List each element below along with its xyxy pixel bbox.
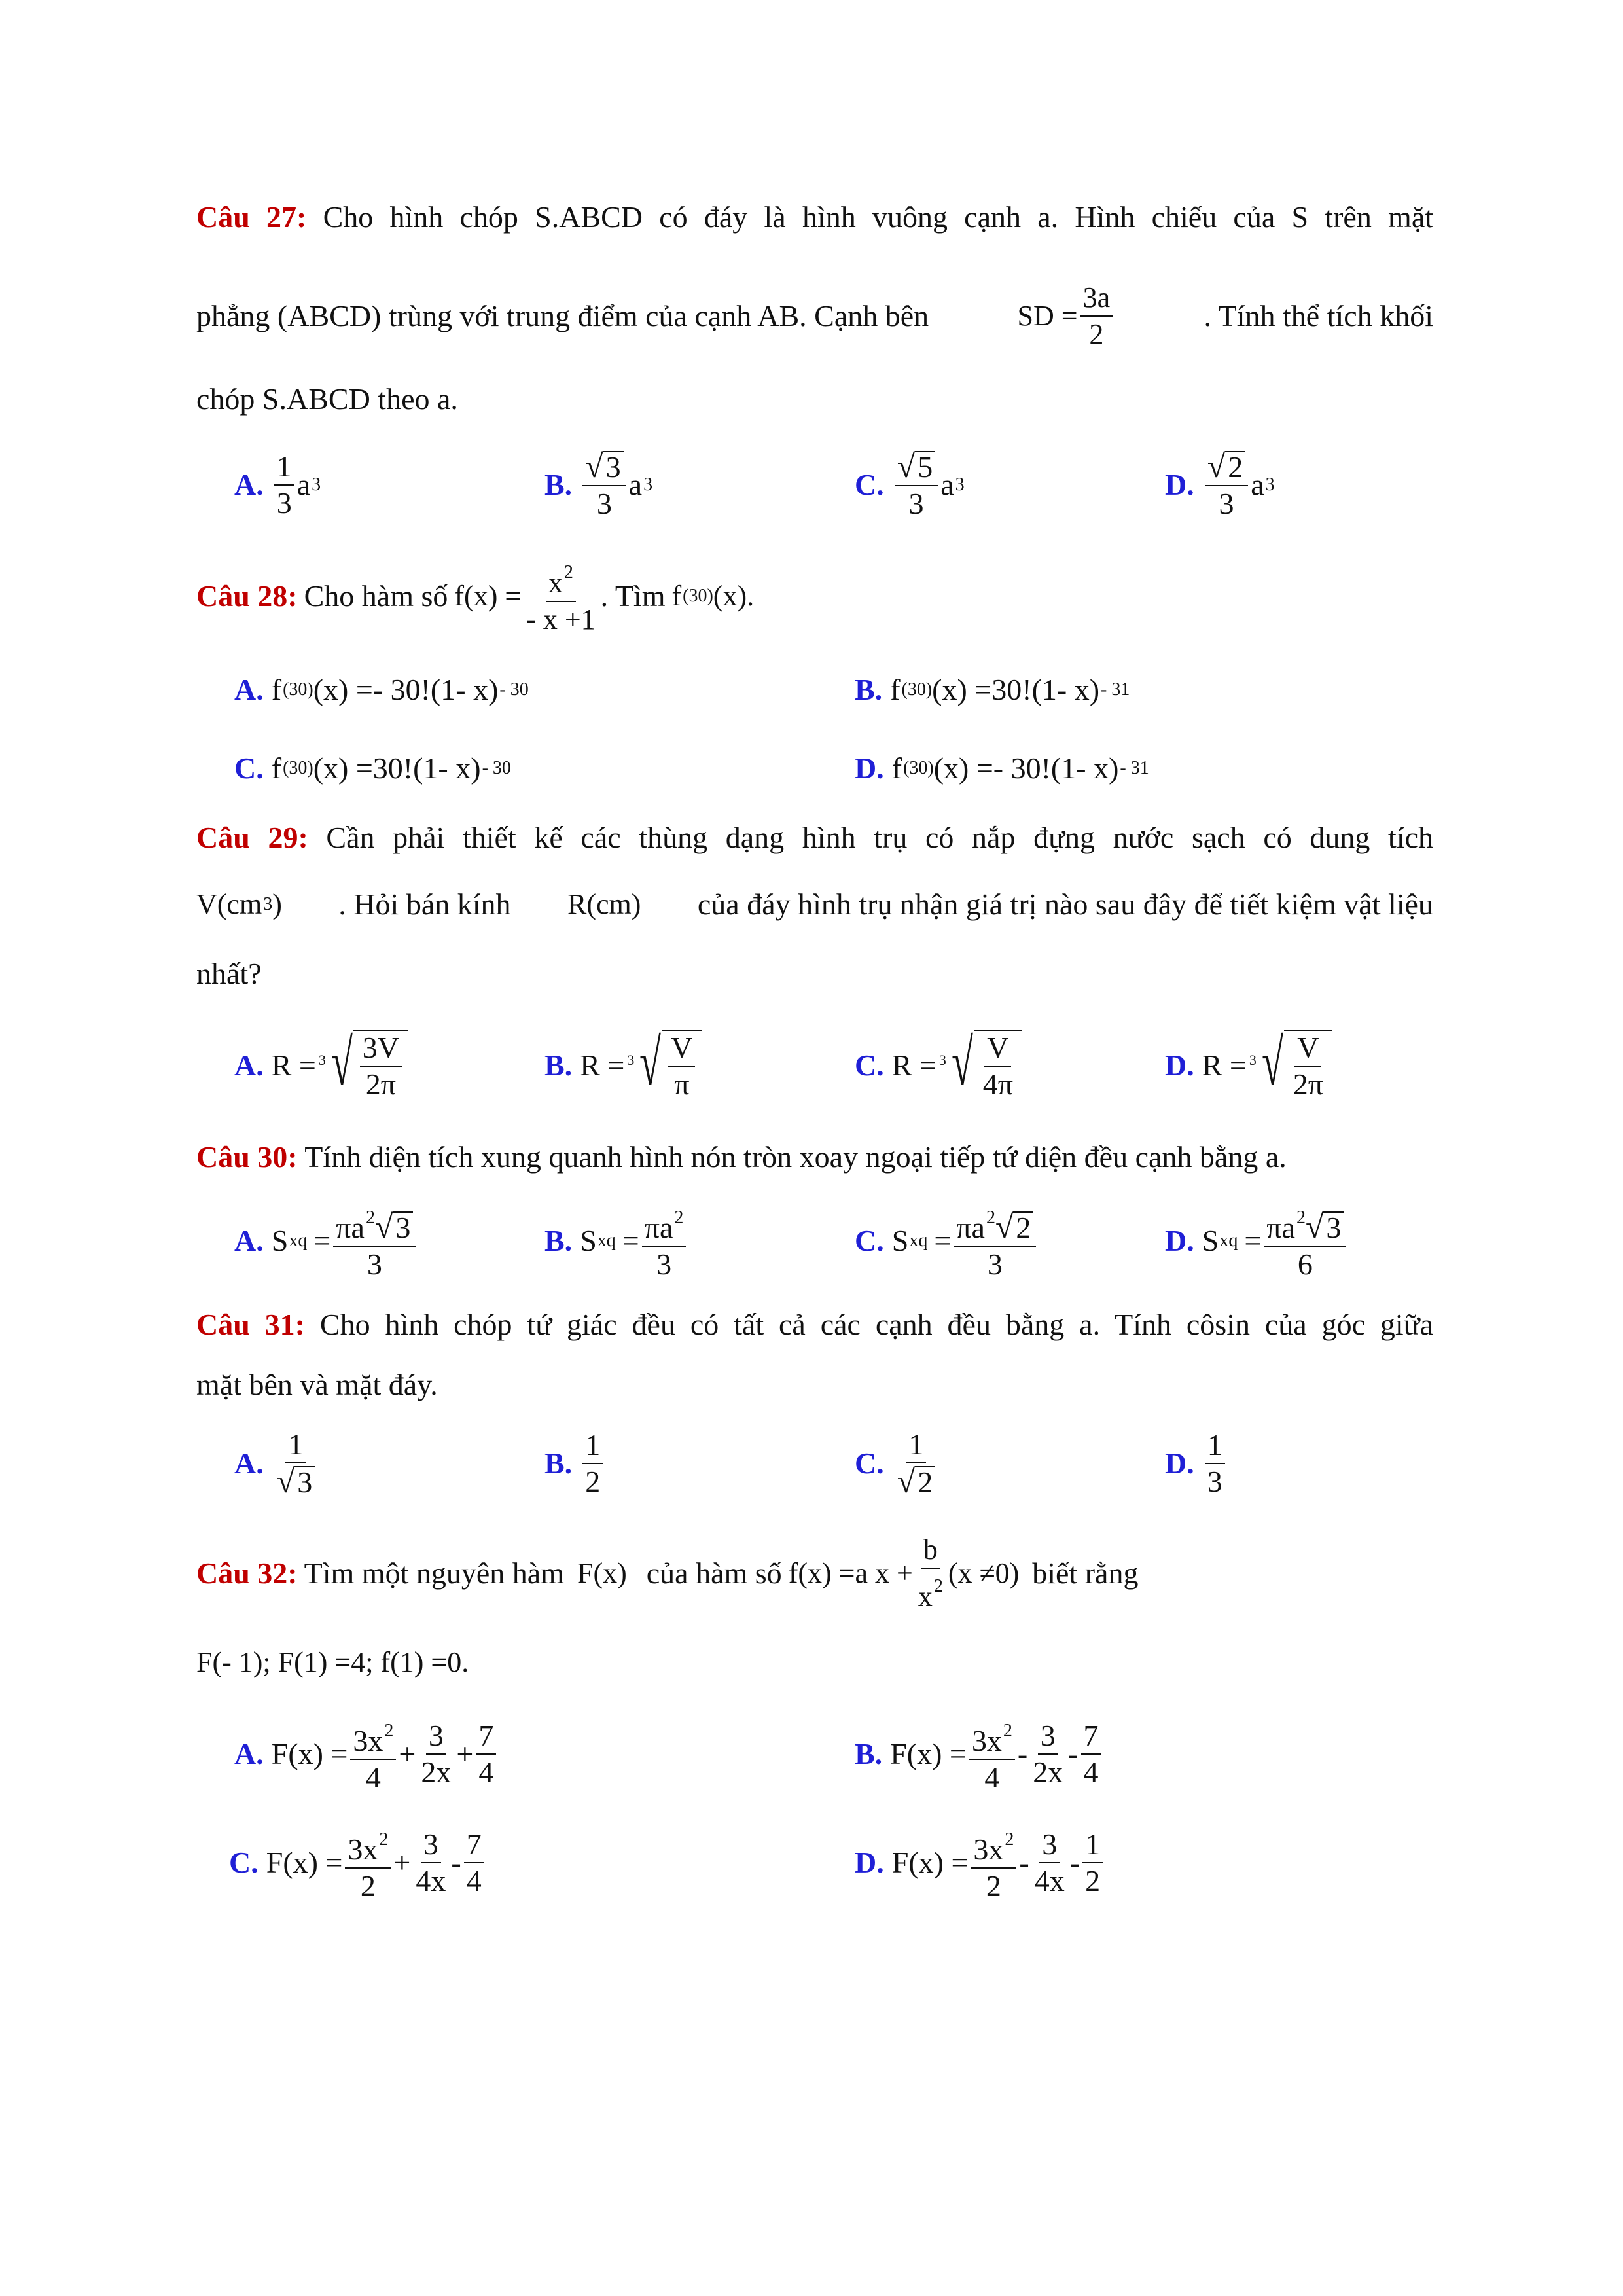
q27-a-exp: 3 [312,475,321,495]
q32-d-e1: 2 [1005,1829,1014,1850]
q32-text3: biết rằng [1032,1556,1139,1590]
q27-option-c[interactable] [855,449,965,521]
q30-a-s: S [271,1224,289,1257]
q30-a-num: πa [336,1210,365,1244]
q29-option-a[interactable] [234,1026,408,1105]
q31-b-den: 2 [585,1465,601,1498]
q32-c-lhs: F(x) = [266,1846,343,1879]
q29-line3 [196,954,1433,994]
q28-option-a[interactable] [234,670,529,709]
q31-c-fraction [895,1428,938,1499]
q30-c-s: S [891,1224,909,1257]
q32-fx: f(x) =a x + [788,1557,913,1589]
q30-d-fraction [1264,1202,1346,1281]
q27-sd-lhs: SD = [1017,300,1078,332]
q30-a-sqrt: √ 3 [375,1210,413,1243]
q30-b-s: S [580,1224,597,1257]
q32-b-n3: 7 [1081,1719,1101,1755]
q28-a-lhs: f [271,673,282,706]
q29-b-num: V [668,1031,695,1067]
q32-option-b-label: B. [855,1737,883,1770]
q31-text1: Cho hình chóp tứ giác đều có tất cả các cạnh đều bằng a. Tính côsin của góc giữa [319,1308,1434,1341]
q32-option-d[interactable] [855,1823,1105,1902]
q29-c-den: 4π [982,1067,1013,1101]
q29-b-cbrt: 3 √ $\frac{V}{\pi}$ [628,1030,702,1101]
q28-f: f [671,580,682,612]
q32-option-d-label: D. [855,1846,884,1879]
q32-a-n2: 3 [426,1719,446,1755]
q32-c-op1: + [393,1846,411,1879]
q32-option-c-label: C. [229,1846,259,1879]
q27-option-a[interactable] [234,449,321,521]
q28-fx: f(x) = [454,580,522,612]
q31-a-sqrt: √ 3 [277,1465,315,1498]
q29-option-d[interactable] [1165,1026,1332,1105]
q32-c-e1: 2 [379,1829,389,1850]
q28-c-mid: (x) =30!(1- x) [313,751,481,785]
q32-a-d1: 4 [365,1760,381,1794]
q29-text3: nhất? [196,957,262,990]
q32-a-op1: + [399,1737,416,1770]
q32-d-d3: 2 [1085,1864,1101,1897]
q32-c-op2: - [451,1846,461,1879]
q27-sd-fraction [1080,281,1113,351]
q29-d-cbrt: 3 √ $\frac{V}{2\pi}$ [1251,1030,1332,1101]
q27-option-c-label: C. [855,468,884,501]
q27-d-exp: 3 [1265,475,1275,495]
q31-text2: mặt bên và mặt đáy. [196,1368,438,1401]
q31-c-sqrt: √ 2 [897,1465,935,1498]
q28-option-b[interactable] [855,670,1130,709]
q32-d-frac1 [971,1823,1016,1903]
q27-line1 [196,198,1433,237]
q28-c-lhs: f [271,751,282,785]
q28-derivative [671,577,754,616]
q32-b-d2: 2x [1033,1755,1063,1789]
q32-b-op1: - [1017,1737,1028,1770]
q30-d-eq: = [1244,1224,1262,1257]
q32-a-e1: 2 [384,1720,394,1741]
q32-b-d3: 4 [1083,1755,1099,1789]
q30-line1 [196,1138,1433,1177]
q32-d-n2: 3 [1039,1828,1060,1863]
q28-option-d[interactable] [855,749,1149,788]
q30-d-sub: xq [1219,1230,1238,1251]
q29-text1: Cần phải thiết kế các thùng dạng hình trụ có nắp đựng nước sạch có dung tích [326,821,1433,854]
q32-c-d2: 4x [416,1864,446,1897]
q28-a-order: (30) [283,679,313,700]
q29-line1 [196,818,1433,857]
q32-condition: (x ≠0) [948,1557,1020,1589]
q32-line2 [196,1640,1433,1682]
q32-a-frac2 [418,1719,454,1789]
q30-option-a-label: A. [234,1224,264,1257]
q27-c-sqrt: √ 5 [897,450,935,482]
q30-text1: Tính diện tích xung quanh hình nón tròn xoay ngoại tiếp tứ diện đều cạnh bằng a. [304,1140,1287,1174]
q31-b-num: 1 [582,1429,603,1464]
q27-a-var: a [296,468,311,501]
q27-d-fraction [1205,450,1248,520]
q32-b-n2: 3 [1038,1719,1058,1755]
q32-c-d3: 4 [466,1864,482,1897]
q30-a-root: 3 [393,1211,413,1243]
q30-a-eq: = [313,1224,331,1257]
q32-b-n1: 3x [971,1723,1002,1757]
q27-b-num: 3 [603,451,624,482]
q32-d-n3: 1 [1082,1828,1103,1863]
q27-a-fraction [274,450,294,520]
q32-b: b [921,1534,940,1569]
q27-a-den: 3 [276,486,292,520]
q32-a-d2: 2x [421,1755,452,1789]
q30-d-exp: 2 [1296,1207,1306,1228]
q32-c-n1: 3x [348,1832,378,1866]
q29-c-fraction [980,1031,1016,1101]
q27-option-d[interactable] [1165,449,1275,521]
q32-c-n2: 3 [421,1828,441,1863]
q30-a-fraction [333,1202,416,1281]
q29-d-den: 2π [1293,1067,1323,1101]
q27-sd-den: 2 [1089,318,1104,350]
q28-num-exp: 2 [563,562,573,583]
q31-a-num: 1 [285,1428,306,1463]
q29-option-a-label: A. [234,1049,264,1082]
q30-a-den: 3 [366,1247,382,1281]
q30-option-d-label: D. [1165,1224,1194,1257]
q30-d-s: S [1202,1224,1219,1257]
q27-b-fraction [582,450,626,520]
q27-b-var: a [628,468,643,501]
q32-c-frac1 [345,1823,391,1903]
q30-c-den: 3 [987,1247,1003,1281]
q32-a-n3: 7 [476,1719,496,1755]
q30-b-exp: 2 [674,1207,684,1228]
q30-option-c-label: C. [855,1224,884,1257]
q27-d-sqrt: √ 2 [1207,450,1245,482]
q32-d-frac3 [1082,1828,1103,1897]
q29-a-cbrt: 3 √ $\frac{3V}{2\pi}$ [320,1030,408,1101]
q27-text1: Cho hình chóp S.ABCD có đáy là hình vuông cạnh a. Hình chiếu của S trên mặt [323,200,1434,234]
q32-option-a-label: A. [234,1737,264,1770]
q27-label: Câu 27: [196,200,307,234]
q29-a-num: 3V [360,1031,402,1067]
q28-option-d-label: D. [855,751,884,785]
q32-option-c[interactable] [229,1823,487,1902]
q29-c-lhs: R = [891,1049,936,1082]
q32-d-n1: 3x [973,1832,1004,1866]
q27-b-exp: 3 [643,475,653,495]
q30-option-b[interactable] [544,1202,688,1280]
q31-d-fraction [1205,1429,1225,1498]
q30-option-c[interactable] [855,1202,1039,1280]
q32-d-op2: - [1069,1846,1080,1879]
q28-line1 [196,560,1433,636]
q29-v-close: ) [272,888,282,920]
q27-text3: chóp S.ABCD theo a. [196,382,458,416]
q30-d-den: 6 [1297,1247,1313,1281]
q29-line2 [196,885,1433,924]
q28-label: Câu 28: [196,579,298,613]
q31-d-den: 3 [1207,1465,1222,1498]
q32-d-d2: 4x [1034,1864,1065,1897]
q27-c-num: 5 [915,451,935,482]
q28-b-mid: (x) =30!(1- x) [932,673,1100,706]
q28-d-mid: (x) =- 30!(1- x) [933,751,1119,785]
q28-function [454,556,600,636]
q32-d-op1: - [1019,1846,1029,1879]
q31-option-a[interactable] [234,1424,320,1503]
q32-c-n3: 7 [464,1828,484,1863]
q31-label: Câu 31: [196,1308,306,1341]
q32-c-frac2 [413,1828,448,1897]
q28-d-exp: - 31 [1120,758,1149,778]
q30-b-fraction [642,1202,687,1281]
q32-fraction [916,1534,946,1613]
q28-d-lhs: f [891,751,902,785]
q31-line2 [196,1365,1433,1405]
q31-c-den: 2 [915,1466,935,1498]
q30-option-a[interactable] [234,1202,418,1280]
q30-b-eq: = [622,1224,639,1257]
q28-f-order: (30) [683,586,713,606]
q27-option-b[interactable] [544,449,652,521]
q29-d-num: V [1294,1031,1321,1067]
q31-option-d[interactable] [1165,1424,1228,1503]
q28-option-c-label: C. [234,751,264,785]
q28-num: x [548,567,563,599]
q29-c-cbrt: 3 √ $\frac{V}{4\pi}$ [940,1030,1022,1101]
q27-c-fraction [895,450,938,520]
q27-sd-formula [1018,281,1116,351]
q31-option-a-label: A. [234,1446,264,1480]
q30-option-b-label: B. [544,1224,573,1257]
q27-line2 [196,280,1433,352]
q32-d-frac2 [1032,1828,1067,1897]
q29-option-b-label: B. [544,1049,573,1082]
q32-text1: Tìm một nguyên hàm [304,1556,564,1590]
q30-a-sub: xq [289,1230,308,1251]
q30-c-exp: 2 [986,1207,995,1228]
q32-function [789,1534,1020,1613]
q32-d-lhs: F(x) = [891,1846,969,1879]
q30-c-sub: xq [909,1230,928,1251]
q32-b-lhs: F(x) = [890,1737,967,1770]
q31-option-b[interactable] [544,1424,605,1503]
q29-text2b: của đáy hình trụ nhận giá trị nào sau đây để tiết kiệm vật liệu [697,888,1433,921]
q28-c-order: (30) [283,758,313,778]
q32-conditions: F(- 1); F(1) =4; f(1) =0. [196,1646,469,1679]
q28-f-tail: (x). [713,580,755,612]
q28-a-exp: - 30 [499,679,529,700]
q30-b-num: πa [644,1210,673,1244]
q32-b-op2: - [1068,1737,1079,1770]
q32-option-b[interactable] [855,1715,1104,1793]
q28-den: - x +1 [526,603,596,636]
q29-v-exp: 3 [263,894,273,914]
q30-d-num: πa [1266,1210,1295,1244]
q29-a-idx: 3 [318,1052,326,1068]
q32-a-op2: + [456,1737,474,1770]
q32-a-n1: 3x [353,1723,383,1757]
q29-label: Câu 29: [196,821,308,854]
q32-b-frac2 [1030,1719,1065,1789]
q31-a-fraction [274,1428,317,1499]
q31-a-den: 3 [294,1466,315,1498]
q29-v: V(cm [196,888,262,920]
q29-option-b[interactable] [544,1026,702,1105]
q31-d-num: 1 [1205,1429,1225,1464]
q27-b-den: 3 [596,487,612,520]
q28-b-lhs: f [890,673,901,706]
q32-b-d1: 4 [984,1760,1000,1794]
q28-option-a-label: A. [234,673,264,706]
q30-option-d[interactable] [1165,1202,1349,1280]
q29-b-idx: 3 [627,1052,635,1068]
q30-a-exp: 2 [365,1207,375,1228]
q30-c-fraction [954,1202,1036,1281]
q30-b-sub: xq [597,1230,616,1251]
q29-text2a: . Hỏi bán kính [338,888,511,921]
q27-option-a-label: A. [234,468,264,501]
q31-line1 [196,1305,1433,1344]
q30-label: Câu 30: [196,1140,298,1174]
q28-fraction [524,556,597,636]
q29-option-c-label: C. [855,1049,884,1082]
q32-line1 [196,1534,1433,1613]
q30-c-num: πa [956,1210,985,1244]
q29-radius: R(cm) [567,888,641,920]
q31-option-c-label: C. [855,1446,884,1480]
q28-option-c[interactable] [234,749,511,788]
q28-b-order: (30) [901,679,933,700]
q29-b-lhs: R = [580,1049,625,1082]
q27-c-exp: 3 [955,475,965,495]
q30-b-den: 3 [656,1247,672,1281]
q28-d-order: (30) [903,758,934,778]
q31-option-b-label: B. [544,1446,573,1480]
q32-a-frac1 [350,1715,396,1794]
q31-c-num: 1 [906,1428,926,1463]
q27-b-sqrt: √ 3 [585,450,623,482]
q28-b-exp: - 31 [1101,679,1130,700]
q28-tim: . Tìm [600,579,666,613]
q32-Fx: F(x) [577,1557,627,1589]
q32-c-frac3 [464,1828,484,1897]
q30-c-eq: = [934,1224,952,1257]
q29-option-c[interactable] [855,1026,1022,1105]
q27-sd-num: 3a [1080,281,1113,317]
q29-b-den: π [674,1067,690,1101]
q32-a-d3: 4 [478,1755,494,1789]
q29-a-den: 2π [365,1067,396,1101]
q29-c-num: V [984,1031,1011,1067]
q30-d-sqrt: √ 3 [1306,1210,1344,1243]
q32-text2: của hàm số [646,1556,782,1590]
q30-d-root: 3 [1323,1211,1344,1243]
q29-a-fraction [360,1031,402,1101]
q27-d-var: a [1251,468,1264,501]
q27-c-var: a [940,468,954,501]
q27-text2a: phẳng (ABCD) trùng với trung điểm của cạnh AB. Cạnh bên [196,299,929,332]
q28-option-b-label: B. [855,673,883,706]
q29-option-d-label: D. [1165,1049,1194,1082]
q32-c-d1: 2 [360,1869,376,1903]
q28-text1: Cho hàm số [304,579,448,613]
q30-c-root: 2 [1013,1211,1033,1243]
q29-b-fraction [668,1031,695,1101]
q32-x: x [918,1581,933,1613]
q31-option-d-label: D. [1165,1446,1194,1480]
q29-d-idx: 3 [1249,1052,1257,1068]
q29-a-lhs: R = [271,1049,316,1082]
q27-d-den: 3 [1219,487,1234,520]
q30-c-sqrt: √ 2 [995,1210,1033,1243]
q27-text2b: . Tính thể tích khối [1204,299,1433,332]
q27-c-den: 3 [908,487,924,520]
q32-b-frac1 [969,1715,1015,1794]
q29-volume [196,885,282,924]
q31-option-c[interactable] [855,1424,940,1503]
q27-option-b-label: B. [544,468,573,501]
q28-c-exp: - 30 [482,758,511,778]
q29-d-fraction [1291,1031,1326,1101]
q32-a-lhs: F(x) = [271,1737,348,1770]
q32-b-frac3 [1081,1719,1101,1789]
q27-option-d-label: D. [1165,468,1194,501]
q28-a-mid: (x) =- 30!(1- x) [313,673,499,706]
q27-d-num: 2 [1225,451,1245,482]
q27-line3 [196,380,1433,419]
q32-b-e1: 2 [1003,1720,1012,1741]
q29-d-lhs: R = [1202,1049,1247,1082]
q31-b-fraction [582,1429,603,1498]
q32-d-d1: 2 [986,1869,1001,1903]
q29-c-idx: 3 [938,1052,946,1068]
q32-option-a[interactable] [234,1715,499,1793]
q32-a-frac3 [476,1719,496,1789]
q32-label: Câu 32: [196,1556,298,1590]
q32-x-exp: 2 [933,1576,943,1596]
q27-a-num: 1 [274,450,294,486]
